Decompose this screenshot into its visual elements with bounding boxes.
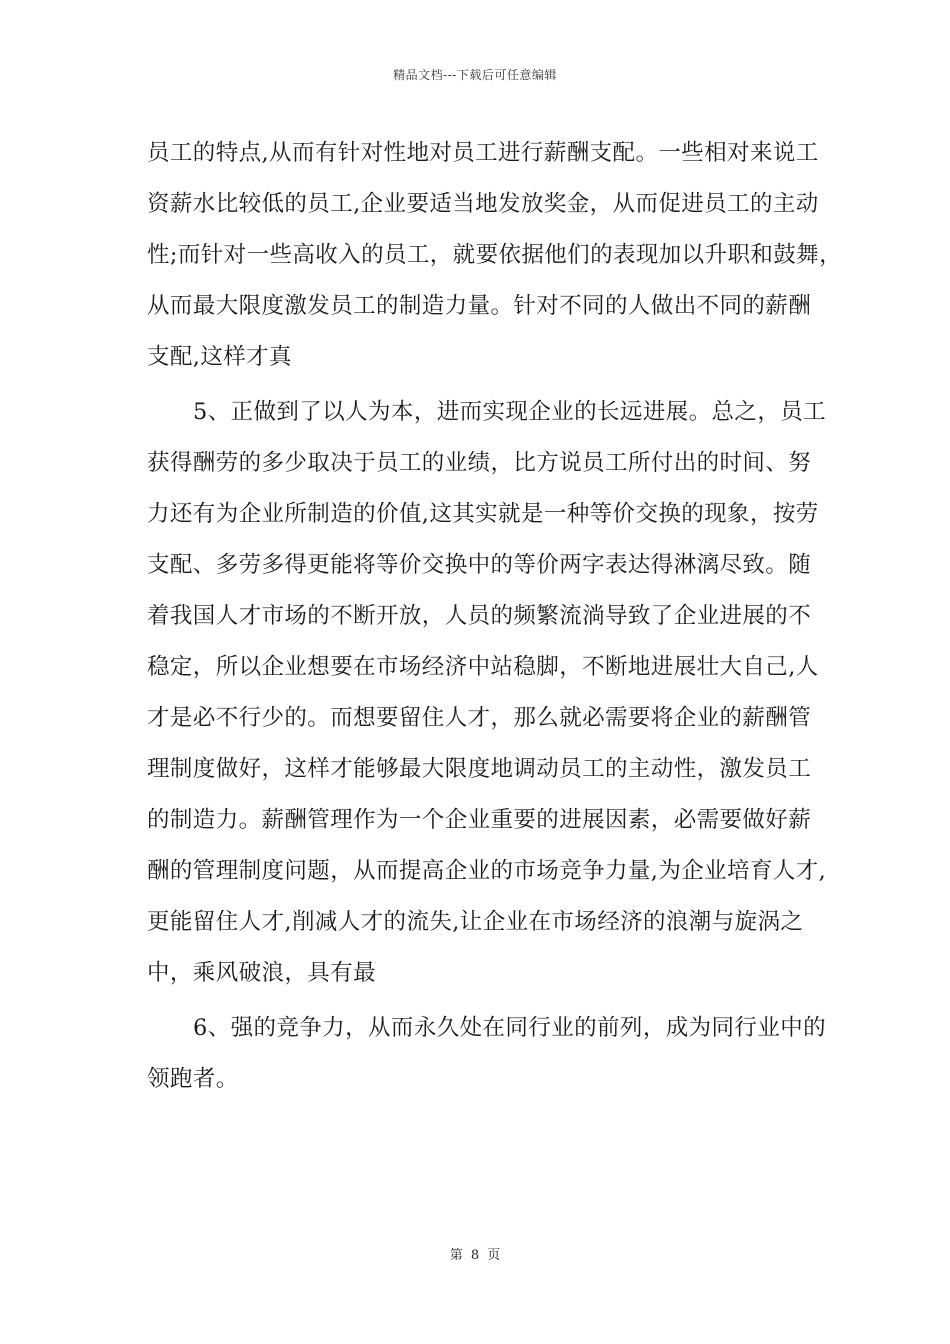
text-line: 理制度做好，这样才能够最大限度地调动员工的主动性，激发员工 xyxy=(147,756,812,782)
text-line: 性;而针对一些高收入的员工，就要依据他们的表现加以升职和鼓舞， xyxy=(147,242,842,268)
text-line: 才是必不行少的。而想要留住人才，那么就必需要将企业的薪酬管 xyxy=(147,705,812,731)
text-line: 员工的特点,从而有针对性地对员工进行薪酬支配。一些相对来说工 xyxy=(147,140,819,166)
text-line: 资薪水比较低的员工,企业要适当地发放奖金，从而促进员工的主动 xyxy=(147,191,819,217)
paragraph-3 xyxy=(147,1003,827,1105)
text-line: 中，乘风破浪，具有最 xyxy=(147,960,377,986)
text-line: 酬的管理制度问题，从而提高企业的市场竞争力量,为企业培育人才, xyxy=(147,858,827,884)
text-line: 支配、多劳多得更能将等价交换中的等价两字表达得淋漓尽致。随 xyxy=(147,552,812,578)
document-body xyxy=(147,128,842,1105)
page-number: 第 8 页 xyxy=(449,1248,501,1263)
text-line: 稳定，所以企业想要在市场经济中站稳脚，不断地进展壮大自己,人 xyxy=(147,654,819,680)
paragraph-1 xyxy=(147,128,842,383)
paragraph-2 xyxy=(147,387,827,999)
text-line: 5、正做到了以人为本，进而实现企业的长远进展。总之，员工 xyxy=(193,399,827,425)
text-line: 获得酬劳的多少取决于员工的业绩，比方说员工所付出的时间、努 xyxy=(147,450,812,476)
text-line: 着我国人才市场的不断开放，人员的频繁流淌导致了企业进展的不 xyxy=(147,603,812,629)
page-header: 精品文档---下载后可任意编辑 xyxy=(393,68,557,82)
text-line: 从而最大限度激发员工的制造力量。针对不同的人做出不同的薪酬 xyxy=(147,293,812,319)
text-line: 力还有为企业所制造的价值,这其实就是一种等价交换的现象，按劳 xyxy=(147,501,819,527)
text-line: 领跑者。 xyxy=(147,1066,239,1092)
text-line: 更能留住人才,削减人才的流失,让企业在市场经济的浪潮与旋涡之 xyxy=(147,909,804,935)
text-line: 6、强的竞争力，从而永久处在同行业的前列，成为同行业中的 xyxy=(193,1015,827,1041)
text-line: 的制造力。薪酬管理作为一个企业重要的进展因素，必需要做好薪 xyxy=(147,807,812,833)
text-line: 支配,这样才真 xyxy=(147,344,292,370)
